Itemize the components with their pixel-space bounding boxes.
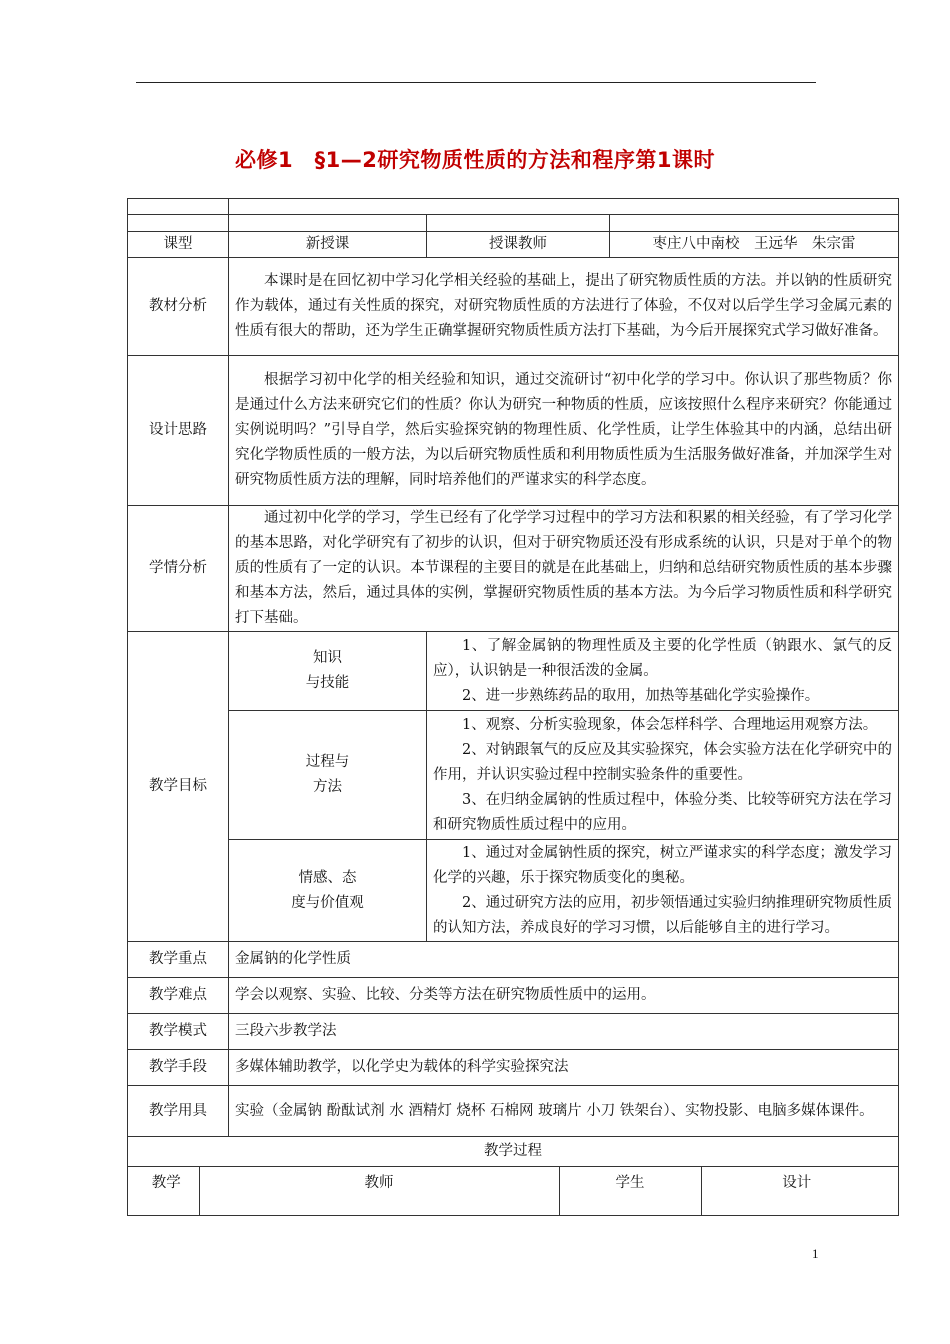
goal-knowledge-row	[128, 632, 899, 711]
knowledge-skills-label: 知识 与技能	[229, 632, 427, 711]
goal-emotion-row	[128, 840, 899, 942]
tools-label: 教学用具	[128, 1086, 229, 1137]
process-col-student: 学生	[559, 1167, 701, 1215]
mode-label: 教学模式	[128, 1014, 229, 1050]
lesson-plan-table	[127, 198, 899, 1216]
means-label: 教学手段	[128, 1050, 229, 1086]
key-point-row	[128, 942, 899, 978]
tools-row	[128, 1086, 899, 1137]
process-header-row	[128, 1167, 899, 1216]
emotion-item: 2、通过研究方法的应用，初步领悟通过实验归纳推理研究物质性质的认知方法，养成良好的学习习惯，以后能够自主的进行学习。	[433, 894, 892, 936]
means-value: 多媒体辅助教学，以化学史为载体的科学实验探究法	[229, 1050, 899, 1086]
mode-row	[128, 1014, 899, 1050]
process-method-label: 过程与 方法	[229, 711, 427, 840]
teacher-label: 授课教师	[427, 232, 610, 258]
student-analysis-row	[128, 506, 899, 632]
key-point-value: 金属钠的化学性质	[229, 942, 899, 978]
design-idea-label: 设计思路	[128, 356, 229, 506]
knowledge-item: 1、了解金属钠的物理性质及主要的化学性质（钠跟水、氯气的反应），认识钠是一种很活泼的金属。	[433, 637, 892, 679]
page-number: 1	[812, 1246, 819, 1261]
difficulty-row	[128, 978, 899, 1014]
mode-value: 三段六步教学法	[229, 1014, 899, 1050]
blank-row	[128, 199, 899, 215]
course-info-row	[128, 232, 899, 258]
process-item: 3、在归纳金属钠的性质过程中，体验分类、比较等研究方法在学习和研究物质性质过程中的应用。	[433, 791, 892, 833]
student-analysis-text: 通过初中化学的学习，学生已经有了化学学习过程中的学习方法和积累的相关经验，有了学习化学的基本思路，对化学研究有了初步的认识，但对于研究物质还没有形成系统的认识，只是对于单个的物质的性质有了一定的认识。本节课程的主要目的就是在此基础上，归纳和总结研究物质性质的基本步骤和基本方法，然后，通过具体的实例，掌握研究物质性质的基本方法。为今后学习物质性质和科学研究打下基础。	[235, 510, 892, 626]
process-col-teaching: 教学	[134, 1167, 199, 1215]
student-analysis-label: 学情分析	[128, 506, 229, 632]
process-item: 1、观察、分析实验现象，体会怎样科学、合理地运用观察方法。	[462, 716, 878, 733]
blank-row	[128, 215, 899, 232]
course-type-value: 新授课	[229, 232, 427, 258]
tools-value: 实验（金属钠 酚酞试剂 水 酒精灯 烧杯 石棉网 玻璃片 小刀 铁架台）、实物投影、电脑多媒体课件。	[229, 1086, 899, 1137]
course-type-label: 课型	[128, 232, 229, 258]
teaching-goals-label: 教学目标	[128, 632, 229, 942]
teacher-value: 枣庄八中南校 王远华 朱宗雷	[610, 232, 899, 258]
header-rule	[136, 82, 816, 83]
means-row	[128, 1050, 899, 1086]
process-header-table	[134, 1167, 892, 1215]
key-point-label: 教学重点	[128, 942, 229, 978]
material-analysis-row	[128, 258, 899, 356]
goal-process-row	[128, 711, 899, 840]
difficulty-label: 教学难点	[128, 978, 229, 1014]
process-title: 教学过程	[128, 1137, 899, 1167]
material-analysis-text: 本课时是在回忆初中学习化学相关经验的基础上，提出了研究物质性质的方法。并以钠的性质研究作为载体，通过有关性质的探究，对研究物质性质的方法进行了体验，不仅对以后学生学习金属元素的性质有很大的帮助，还为学生正确掌握研究物质性质方法打下基础，为今后开展探究式学习做好准备。	[235, 273, 892, 339]
difficulty-value: 学会以观察、实验、比较、分类等方法在研究物质性质中的运用。	[229, 978, 899, 1014]
process-col-design: 设计	[782, 1175, 812, 1191]
process-col-teacher: 教师	[199, 1167, 559, 1215]
process-item: 2、对钠跟氧气的反应及其实验探究，体会实验方法在化学研究中的作用，并认识实验过程中控制实验条件的重要性。	[433, 741, 892, 783]
design-idea-text: 根据学习初中化学的相关经验和知识，通过交流研讨“初中化学的学习中。你认识了那些物质？你是通过什么方法来研究它们的性质？你认为研究一种物质的性质，应该按照什么程序来研究？你能通过实例说明吗？”引导自学，然后实验探究钠的物理性质、化学性质，让学生体验其中的内涵，总结出研究化学物质性质的一般方法，为以后研究物质性质和利用物质性质为生活服务做好准备，并加深学生对研究物质性质方法的理解，同时培养他们的严谨求实的科学态度。	[235, 372, 892, 488]
material-analysis-label: 教材分析	[128, 258, 229, 356]
emotion-attitude-label: 情感、态 度与价值观	[229, 840, 427, 942]
design-idea-row	[128, 356, 899, 506]
emotion-item: 1、通过对金属钠性质的探究，树立严谨求实的科学态度；激发学习化学的兴趣，乐于探究物质变化的奥秘。	[433, 844, 892, 886]
document-title: 必修1 §1—2研究物质性质的方法和程序第1课时	[235, 148, 715, 172]
process-title-row	[128, 1137, 899, 1167]
knowledge-item: 2、进一步熟练药品的取用，加热等基础化学实验操作。	[462, 687, 820, 704]
